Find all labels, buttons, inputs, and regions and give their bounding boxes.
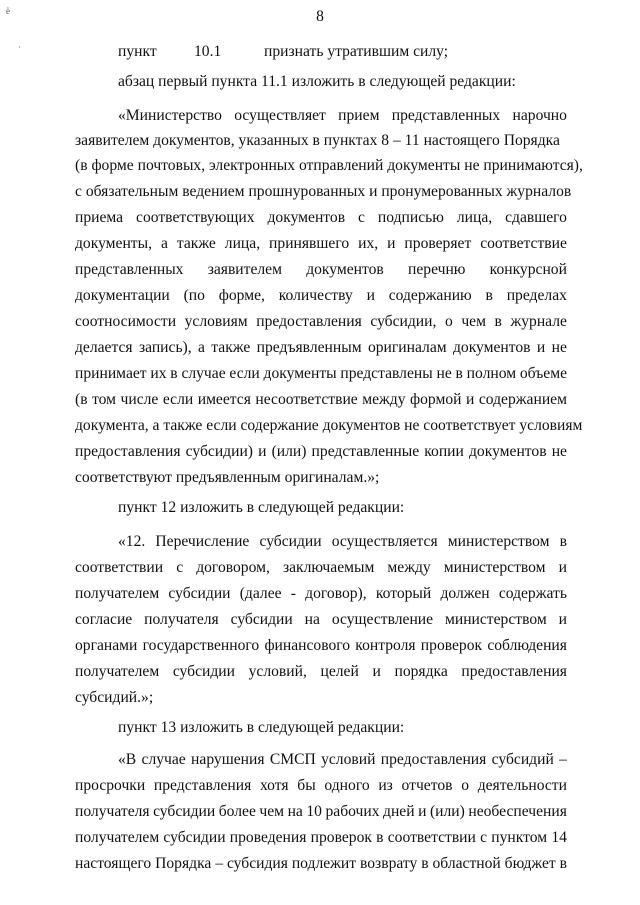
word: с (480, 829, 488, 846)
word: договор), (305, 585, 367, 602)
word: сдавшего (505, 209, 567, 226)
text-line: с обязательным ведением прошнурованных и пронумерованных журналов (75, 183, 572, 200)
word: если (229, 365, 260, 382)
word: 10.1 (194, 43, 222, 60)
text-line (75, 802, 567, 822)
word: том (92, 391, 117, 408)
page-number: 8 (316, 8, 324, 25)
word: случае (181, 365, 226, 382)
word: проведения (229, 829, 307, 846)
word: получателя (144, 611, 219, 628)
text-line (75, 776, 567, 796)
word: приема (75, 209, 124, 226)
word: из (378, 777, 393, 794)
text-line (118, 106, 567, 126)
word: субсидии, (370, 313, 437, 330)
word: с (358, 209, 365, 226)
word: дней (383, 803, 415, 820)
word: отчетов (401, 777, 453, 794)
text-line (75, 208, 567, 228)
word: договором, (196, 559, 270, 576)
text-line: (в форме почтовых, электронных отправлений документы не принимаются), (75, 157, 583, 174)
word: предоставления (380, 751, 487, 768)
word: 14 (551, 829, 567, 846)
word: и (387, 235, 396, 252)
word: (по (183, 287, 205, 304)
word: содержанием (478, 391, 567, 408)
word: в (485, 287, 493, 304)
word: условиям (184, 313, 248, 330)
text-line (75, 338, 567, 358)
word: соответствии (75, 559, 164, 576)
word: с (176, 559, 184, 576)
word: осуществление (331, 611, 434, 628)
word: содержать (498, 585, 567, 602)
word: признать утратившим силу; (264, 43, 449, 60)
word: возврату (360, 855, 418, 872)
text-line: пункт 13 изложить в следующей редакции: (118, 719, 405, 736)
word: государственного (142, 637, 260, 654)
word: – (215, 855, 224, 872)
text-line (75, 828, 567, 848)
word: заявителем (207, 261, 282, 278)
text-line (75, 610, 567, 630)
word: если (162, 391, 194, 408)
word: субсидии) (185, 443, 253, 460)
word: не (551, 443, 567, 460)
word: о (444, 313, 453, 330)
text-line: пункт 12 изложить в следующей редакции: (118, 499, 405, 516)
word: документы, (75, 235, 153, 252)
word: в (421, 855, 429, 872)
text-line (75, 286, 567, 306)
word: журнале (510, 313, 567, 330)
word: о (461, 777, 469, 794)
word: (или) (271, 443, 307, 460)
word: бюджет (504, 855, 556, 872)
word: (или) (429, 803, 465, 820)
word: не (436, 365, 452, 382)
word: и (366, 287, 375, 304)
word: получателя (75, 803, 150, 820)
word: лица, (224, 235, 261, 252)
word: Порядка (155, 855, 212, 872)
word: субсидии (259, 533, 322, 550)
word: и (418, 803, 427, 820)
word: оригиналам (367, 339, 447, 356)
word: копии (424, 443, 464, 460)
word: проверок (420, 637, 483, 654)
word: прием (338, 107, 380, 124)
word: органами (75, 637, 138, 654)
text-line: заявителем документов, указанных в пунктах 8 – 11 настоящего Порядка (75, 132, 560, 149)
word: - (290, 585, 296, 602)
text-line (75, 636, 567, 656)
text-line (75, 364, 567, 384)
word: предъявленным (256, 339, 362, 356)
word: запись), (138, 339, 192, 356)
word: пределах (506, 287, 567, 304)
word: на (304, 611, 320, 628)
word: и (466, 391, 475, 408)
word: нарочно (512, 107, 567, 124)
word: документации (75, 287, 170, 304)
word: содержанию (388, 287, 472, 304)
word: предоставления (256, 313, 362, 330)
word: случае (141, 751, 186, 768)
word: их, (358, 235, 379, 252)
word: 10 (306, 803, 322, 820)
word: осуществляется (331, 533, 438, 550)
word: (далее (239, 585, 282, 602)
word: который (375, 585, 432, 602)
word: представления (153, 777, 252, 794)
word: пунктом (491, 829, 548, 846)
word: между (362, 391, 406, 408)
word: проверок (310, 829, 372, 846)
word: представленные (311, 443, 420, 460)
word: хотя (259, 777, 289, 794)
word: условий (321, 751, 376, 768)
word: на (287, 803, 303, 820)
word: чем (259, 803, 285, 820)
word: в (455, 365, 463, 382)
word: также (211, 339, 251, 356)
word: принимает (75, 365, 147, 382)
word: представленных (75, 261, 184, 278)
word: числе (120, 391, 159, 408)
text-line (75, 442, 567, 462)
word: более (218, 803, 256, 820)
text-line (75, 390, 567, 410)
word: в (494, 313, 502, 330)
word: и (558, 611, 567, 628)
word: документов (306, 261, 384, 278)
word: предоставления (461, 663, 567, 680)
word: в (559, 533, 567, 550)
text-line: документа, а также если содержание документов не соответствует условиям (75, 417, 583, 434)
word: (в (75, 391, 88, 408)
word: контроля (355, 637, 416, 654)
word: субсидии (168, 585, 231, 602)
scan-mark-top-left: ё (6, 6, 10, 16)
word: субсидии (163, 829, 226, 846)
word: согласие (75, 611, 133, 628)
word: и (558, 559, 567, 576)
word: предоставления (75, 443, 181, 460)
word: бы (297, 777, 316, 794)
word: в (376, 829, 384, 846)
word: субсидий (491, 751, 554, 768)
word: документов (267, 209, 346, 226)
word: порядка (394, 663, 448, 680)
word: документы (263, 365, 337, 382)
word: представленных (391, 107, 501, 124)
word: «12. (118, 533, 146, 550)
word: конкурсной (489, 261, 567, 278)
word: объеме (519, 365, 567, 382)
text-line (118, 532, 567, 552)
word: получателем (75, 663, 160, 680)
word: субсидии (230, 611, 293, 628)
word: имеется (197, 391, 251, 408)
text-line (75, 234, 567, 254)
word: не (551, 339, 567, 356)
word: принявшего (269, 235, 350, 252)
word: пункт (118, 43, 157, 60)
word: подлежит (291, 855, 357, 872)
word: количеству (278, 287, 353, 304)
word: их (150, 365, 167, 382)
word: документов (452, 339, 531, 356)
word: получателем (75, 829, 160, 846)
text-line (118, 750, 567, 770)
word: «Министерство (118, 107, 222, 124)
word: Перечисление (155, 533, 250, 550)
word: необеспечения (468, 803, 567, 820)
word: перечню (408, 261, 466, 278)
text-line: абзац первый пункта 11.1 изложить в следующей редакции: (118, 73, 516, 90)
word: деятельности (477, 777, 567, 794)
word: в (170, 365, 178, 382)
word: целей (320, 663, 359, 680)
word: условий, (248, 663, 307, 680)
word: министерством (443, 559, 546, 576)
word: в (559, 855, 567, 872)
word: между (387, 559, 431, 576)
text-line (75, 312, 567, 332)
word: просрочки (75, 777, 146, 794)
word: а (160, 235, 168, 252)
word: одного (324, 777, 370, 794)
text-line (75, 558, 567, 578)
word: областной (432, 855, 501, 872)
word: соответствии (387, 829, 476, 846)
word: должен (440, 585, 490, 602)
word: формой (410, 391, 462, 408)
scan-mark-left: · (18, 42, 21, 52)
word: министерством (444, 611, 547, 628)
text-line: соответствуют предъявленным оригиналам.»; (75, 469, 380, 486)
word: и (372, 663, 381, 680)
word: соответствующих (136, 209, 255, 226)
word: также (176, 235, 216, 252)
word: соответствие (480, 235, 567, 252)
text-line (75, 662, 567, 682)
word: настоящего (75, 855, 152, 872)
word: представлены (340, 365, 433, 382)
word: соотносимости (75, 313, 177, 330)
word: форме, (218, 287, 265, 304)
word: чем (461, 313, 486, 330)
word: СМСП (269, 751, 316, 768)
word: субсидия (226, 855, 288, 872)
word: заключаемым (282, 559, 375, 576)
word: получателем (75, 585, 160, 602)
word: – (559, 751, 567, 768)
word: несоответствие (255, 391, 358, 408)
word: «В (118, 751, 137, 768)
word: и (536, 339, 546, 356)
word: подписью (377, 209, 444, 226)
word: и (258, 443, 267, 460)
word: субсидии (153, 803, 216, 820)
text-line: субсидий.»; (75, 689, 154, 706)
text-line (75, 584, 567, 604)
word: министерством (447, 533, 550, 550)
text-line (75, 260, 567, 280)
word: проверяет (404, 235, 472, 252)
text-line (75, 854, 567, 874)
word: делается (75, 339, 133, 356)
word: рабочих (325, 803, 380, 820)
word: полном (466, 365, 517, 382)
word: финансового (264, 637, 351, 654)
word: субсидии (172, 663, 235, 680)
word: осуществляет (234, 107, 326, 124)
word: а (198, 339, 205, 356)
word: нарушения (191, 751, 265, 768)
word: документов (468, 443, 547, 460)
word: соблюдения (487, 637, 567, 654)
word: лица, (456, 209, 493, 226)
